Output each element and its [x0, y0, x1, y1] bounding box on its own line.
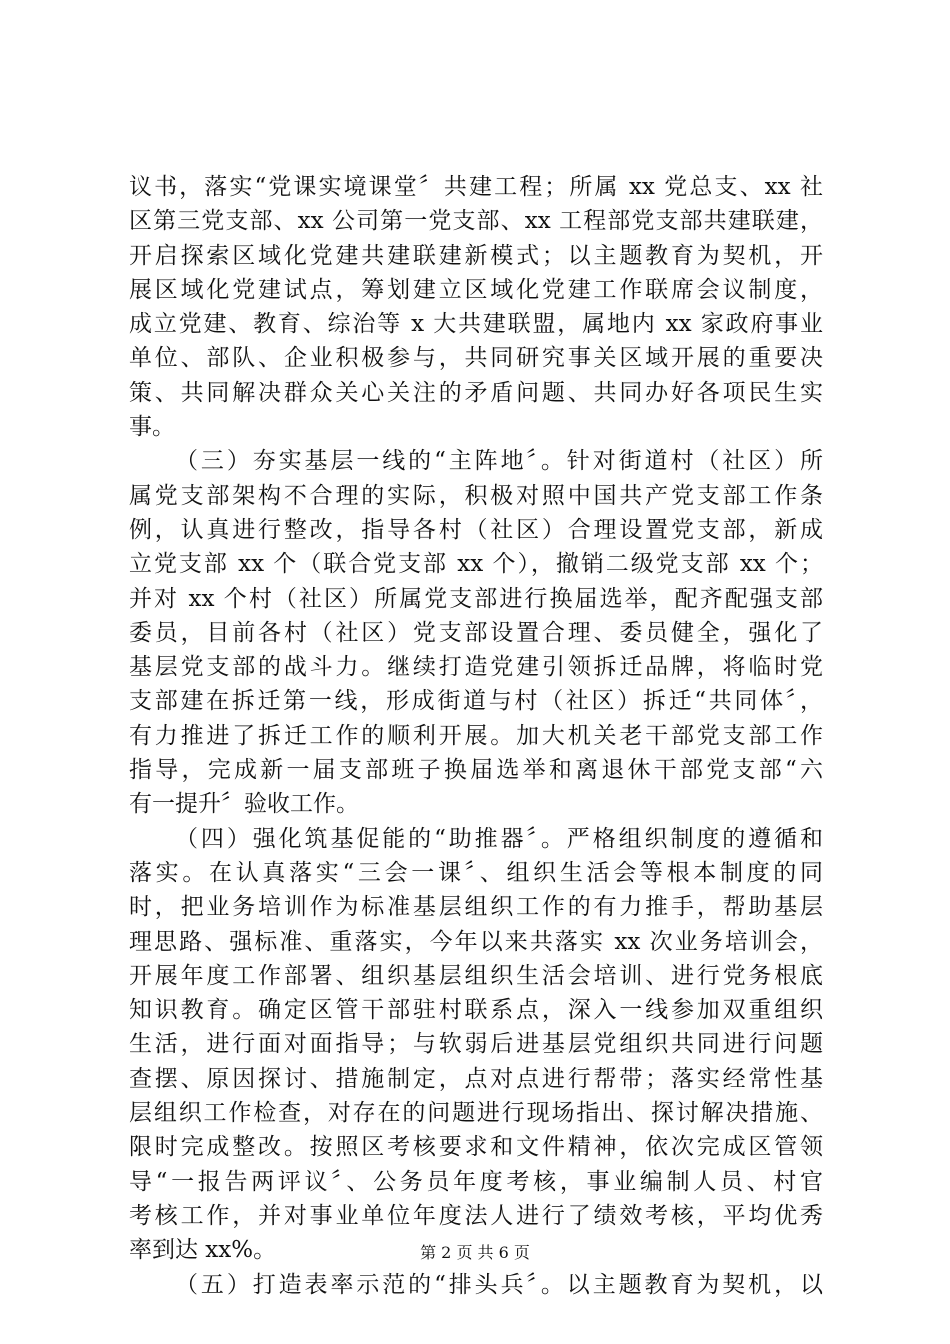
text-line: 生活，进行面对面指导；与软弱后进基层党组织共同进行问题 [129, 1031, 823, 1058]
text-line: 区第三党支部、xx 公司第一党支部、xx 工程部党支部共建联建， [129, 208, 823, 235]
text-line: 查摆、原因探讨、措施制定，点对点进行帮带；落实经常性基 [129, 1065, 823, 1092]
text-line: 成立党建、教育、综治等 x 大共建联盟，属地内 xx 家政府事业 [129, 311, 823, 338]
text-line: 落实。在认真落实“三会一课〞、组织生活会等根本制度的同 [129, 859, 823, 886]
document-body [129, 170, 823, 1302]
paragraph-first-line: （五）打造表率示范的“排头兵〞。以主题教育为契机，以 [175, 1271, 823, 1298]
text-line: 率到达 xx%。 [129, 1237, 277, 1264]
text-line: 策、共同解决群众关心关注的矛盾问题、共同办好各项民生实 [129, 379, 823, 406]
text-line: 立党支部 xx 个（联合党支部 xx 个），撤销二级党支部 xx 个； [129, 551, 823, 578]
text-line: 层组织工作检查，对存在的问题进行现场指出、探讨解决措施、 [129, 1100, 823, 1127]
text-line: 例，认真进行整改，指导各村（社区）合理设置党支部，新成 [129, 516, 823, 543]
page-number-label: 第 2 页 共 6 页 [420, 1243, 530, 1262]
page-footer [0, 1243, 950, 1263]
paragraph-continuation [129, 170, 823, 444]
text-line: 事。 [129, 414, 175, 441]
text-line: 考核工作，并对事业单位年度法人进行了绩效考核，平均优秀 [129, 1202, 823, 1229]
text-line: 展区域化党建试点，筹划建立区域化党建工作联席会议制度， [129, 276, 823, 303]
text-line: 议书，落实“党课实境课堂〞共建工程；所属 xx 党总支、xx 社 [129, 174, 823, 200]
text-line: 基层党支部的战斗力。继续打造党建引领拆迁品牌，将临时党 [129, 654, 823, 681]
text-line: 委员，目前各村（社区）党支部设置合理、委员健全，强化了 [129, 619, 823, 646]
text-line: 属党支部架构不合理的实际，积极对照中国共产党支部工作条 [129, 482, 823, 509]
text-line: 限时完成整改。按照区考核要求和文件精神，依次完成区管领 [129, 1134, 823, 1161]
paragraph-first-line: （三）夯实基层一线的“主阵地〞。针对街道村（社区）所 [175, 448, 823, 475]
paragraph-section-5 [129, 1268, 823, 1302]
text-line: 时，把业务培训作为标准基层组织工作的有力推手，帮助基层 [129, 894, 823, 921]
paragraph-first-line: （四）强化筑基促能的“助推器〞。严格组织制度的遵循和 [175, 825, 823, 852]
text-line: 并对 xx 个村（社区）所属党支部进行换届选举，配齐配强支部 [129, 585, 823, 612]
text-line: 知识教育。确定区管干部驻村联系点，深入一线参加双重组织 [129, 997, 823, 1024]
text-line: 支部建在拆迁第一线，形成街道与村（社区）拆迁“共同体〞， [129, 688, 823, 715]
text-line: 理思路、强标准、重落实，今年以来共落实 xx 次业务培训会， [129, 928, 823, 955]
paragraph-section-3 [129, 444, 823, 821]
text-line: 指导，完成新一届支部班子换届选举和离退休干部党支部“六 [129, 757, 823, 784]
text-line: 开展年度工作部署、组织基层组织生活会培训、进行党务根底 [129, 962, 823, 989]
text-line: 开启探索区域化党建共建联建新模式；以主题教育为契机，开 [129, 242, 823, 269]
text-line: 导“一报告两评议〞、公务员年度考核，事业编制人员、村官 [129, 1168, 823, 1195]
text-line: 单位、部队、企业积极参与，共同研究事关区域开展的重要决 [129, 345, 823, 372]
text-line: 有一提升〞验收工作。 [129, 791, 359, 818]
text-line: 有力推进了拆迁工作的顺利开展。加大机关老干部党支部工作 [129, 722, 823, 749]
paragraph-section-4 [129, 822, 823, 1268]
